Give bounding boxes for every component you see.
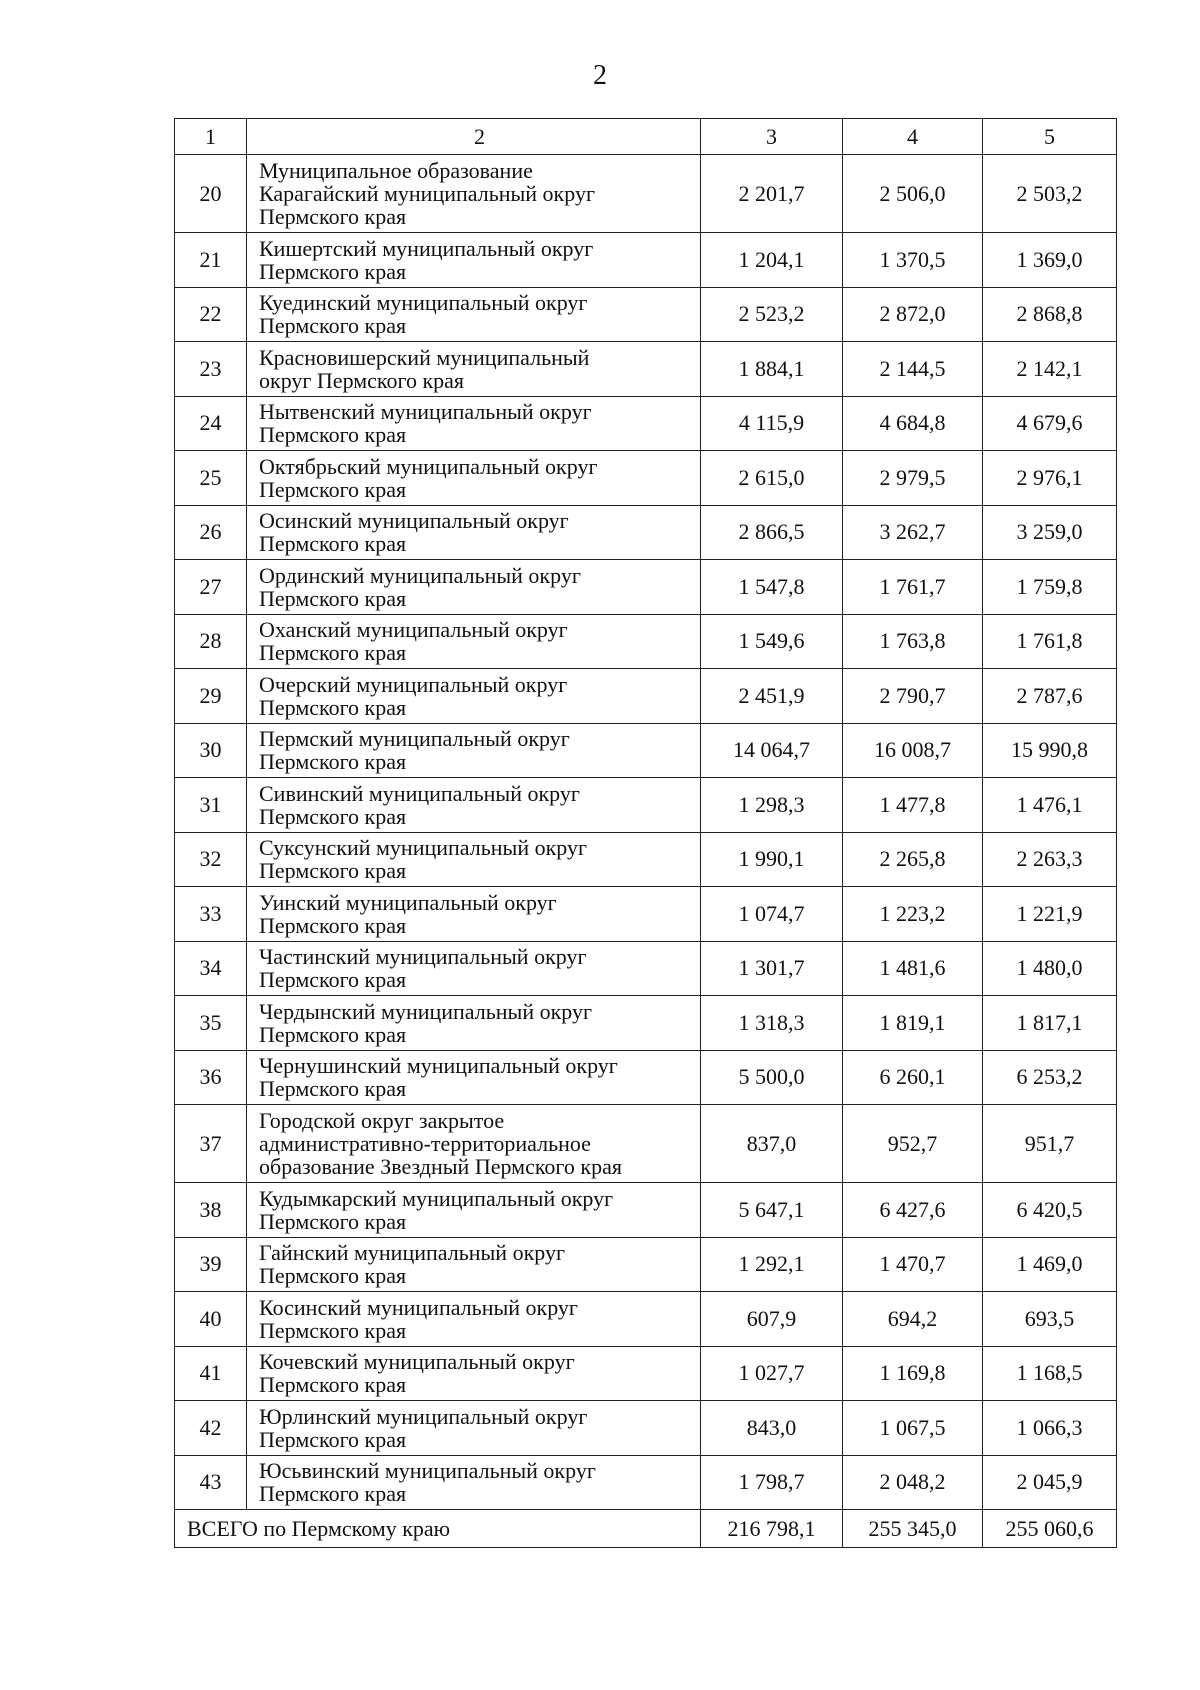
table-row xyxy=(175,1292,1117,1347)
municipality-name-cell xyxy=(247,451,701,506)
value-cell-col3: 2 615,0 xyxy=(701,451,843,506)
table-row xyxy=(175,669,1117,724)
table-row xyxy=(175,1455,1117,1510)
total-label: ВСЕГО по Пермскому краю xyxy=(175,1510,701,1548)
municipality-name-line: Пермского края xyxy=(259,204,407,229)
municipality-name-cell xyxy=(247,396,701,451)
value-cell-col4: 3 262,7 xyxy=(843,505,983,560)
municipality-name-line: округ Пермского края xyxy=(259,367,465,393)
value-cell-col4: 1 761,7 xyxy=(843,560,983,615)
value-cell-col4: 2 872,0 xyxy=(843,287,983,342)
municipality-name-cell xyxy=(247,1401,701,1456)
municipality-name-cell xyxy=(247,614,701,669)
value-cell-col5: 1 480,0 xyxy=(983,941,1117,996)
header-cell-col2: 2 xyxy=(247,119,701,155)
value-cell-col5: 4 679,6 xyxy=(983,396,1117,451)
municipality-name-line: Гайнский муниципальный округ xyxy=(259,1240,565,1266)
municipality-name-cell xyxy=(247,1050,701,1105)
row-number-cell: 21 xyxy=(175,233,247,288)
value-cell-col4: 1 763,8 xyxy=(843,614,983,669)
row-number-cell: 23 xyxy=(175,342,247,397)
table-row xyxy=(175,723,1117,778)
value-cell-col3: 1 549,6 xyxy=(701,614,843,669)
municipality-name-cell xyxy=(247,1346,701,1401)
municipality-name-line: Оханский муниципальный округ xyxy=(259,617,568,643)
table-row xyxy=(175,1401,1117,1456)
header-cell-col5: 5 xyxy=(983,119,1117,155)
row-number-cell: 31 xyxy=(175,778,247,833)
municipality-name-cell xyxy=(247,941,701,996)
municipality-name-line: Пермского края xyxy=(259,640,407,666)
municipality-name-line: Карагайский муниципальный округ xyxy=(259,181,595,206)
value-cell-col5: 1 759,8 xyxy=(983,560,1117,615)
value-cell-col5: 1 066,3 xyxy=(983,1401,1117,1456)
value-cell-col5: 693,5 xyxy=(983,1292,1117,1347)
municipality-name-line: Пермского края xyxy=(259,967,407,993)
municipality-name-cell xyxy=(247,342,701,397)
row-number-cell: 41 xyxy=(175,1346,247,1401)
value-cell-col5: 6 420,5 xyxy=(983,1183,1117,1238)
table-row xyxy=(175,233,1117,288)
municipality-name-line: Уинский муниципальный округ xyxy=(259,889,557,915)
municipality-name-line: Пермского края xyxy=(259,313,407,339)
municipality-name-line: Пермского края xyxy=(259,1372,407,1398)
municipality-name-cell xyxy=(247,155,701,233)
value-cell-col3: 1 884,1 xyxy=(701,342,843,397)
value-cell-col5: 951,7 xyxy=(983,1105,1117,1183)
municipality-name-line: административно-территориальное xyxy=(259,1131,591,1156)
municipality-name-line: Нытвенский муниципальный округ xyxy=(259,399,592,425)
municipality-name-line: Пермского края xyxy=(259,1208,407,1234)
value-cell-col5: 15 990,8 xyxy=(983,723,1117,778)
total-row xyxy=(175,1510,1117,1548)
municipality-name-line: Муниципальное образование xyxy=(259,158,533,183)
data-table xyxy=(174,118,1117,1548)
table-row xyxy=(175,342,1117,397)
municipality-name-cell xyxy=(247,723,701,778)
value-cell-col3: 607,9 xyxy=(701,1292,843,1347)
value-cell-col3: 2 866,5 xyxy=(701,505,843,560)
value-cell-col4: 1 067,5 xyxy=(843,1401,983,1456)
table-row xyxy=(175,778,1117,833)
municipality-name-line: Пермского края xyxy=(259,1076,407,1102)
municipality-name-line: образование Звездный Пермского края xyxy=(259,1154,622,1179)
value-cell-col5: 2 263,3 xyxy=(983,832,1117,887)
municipality-name-cell xyxy=(247,1455,701,1510)
table-body xyxy=(175,119,1117,1548)
table-row xyxy=(175,1105,1117,1183)
table-row xyxy=(175,1346,1117,1401)
municipality-name-cell xyxy=(247,1237,701,1292)
municipality-name-line: Сивинский муниципальный округ xyxy=(259,780,580,806)
value-cell-col5: 2 868,8 xyxy=(983,287,1117,342)
municipality-name-line: Пермского края xyxy=(259,258,407,284)
value-cell-col4: 2 048,2 xyxy=(843,1455,983,1510)
row-number-cell: 22 xyxy=(175,287,247,342)
value-cell-col5: 1 761,8 xyxy=(983,614,1117,669)
row-number-cell: 28 xyxy=(175,614,247,669)
table-row xyxy=(175,887,1117,942)
municipality-name-line: Пермского края xyxy=(259,858,407,884)
total-value-c5: 255 060,6 xyxy=(983,1510,1117,1548)
municipality-name-cell xyxy=(247,887,701,942)
table-row xyxy=(175,941,1117,996)
table-row xyxy=(175,287,1117,342)
value-cell-col3: 1 074,7 xyxy=(701,887,843,942)
municipality-name-line: Пермского края xyxy=(259,912,407,938)
table-row xyxy=(175,614,1117,669)
row-number-cell: 26 xyxy=(175,505,247,560)
value-cell-col4: 6 427,6 xyxy=(843,1183,983,1238)
value-cell-col3: 2 451,9 xyxy=(701,669,843,724)
header-cell-col4: 4 xyxy=(843,119,983,155)
value-cell-col3: 843,0 xyxy=(701,1401,843,1456)
value-cell-col4: 1 169,8 xyxy=(843,1346,983,1401)
row-number-cell: 30 xyxy=(175,723,247,778)
page-number: 2 xyxy=(593,60,607,91)
value-cell-col3: 1 204,1 xyxy=(701,233,843,288)
value-cell-col3: 837,0 xyxy=(701,1105,843,1183)
table-row xyxy=(175,832,1117,887)
total-value-c4: 255 345,0 xyxy=(843,1510,983,1548)
municipality-name-cell xyxy=(247,1183,701,1238)
value-cell-col4: 1 819,1 xyxy=(843,996,983,1051)
value-cell-col5: 1 476,1 xyxy=(983,778,1117,833)
municipality-name-line: Пермского края xyxy=(259,531,407,557)
value-cell-col3: 2 523,2 xyxy=(701,287,843,342)
municipality-name-line: Пермского края xyxy=(259,749,407,775)
municipality-name-line: Кочевский муниципальный округ xyxy=(259,1349,575,1375)
value-cell-col3: 4 115,9 xyxy=(701,396,843,451)
municipality-name-line: Пермского края xyxy=(259,1263,407,1289)
header-cell-col3: 3 xyxy=(701,119,843,155)
value-cell-col3: 5 647,1 xyxy=(701,1183,843,1238)
municipality-name-line: Городской округ закрытое xyxy=(259,1108,505,1133)
value-cell-col4: 952,7 xyxy=(843,1105,983,1183)
value-cell-col4: 2 506,0 xyxy=(843,155,983,233)
value-cell-col5: 1 168,5 xyxy=(983,1346,1117,1401)
municipality-name-line: Красновишерский муниципальный xyxy=(259,344,590,370)
value-cell-col4: 694,2 xyxy=(843,1292,983,1347)
municipality-name-line: Частинский муниципальный округ xyxy=(259,944,587,970)
value-cell-col3: 1 027,7 xyxy=(701,1346,843,1401)
municipality-name-line: Кудымкарский муниципальный округ xyxy=(259,1185,614,1211)
value-cell-col4: 2 790,7 xyxy=(843,669,983,724)
municipality-name-line: Чернушинский муниципальный округ xyxy=(259,1053,618,1079)
value-cell-col5: 3 259,0 xyxy=(983,505,1117,560)
value-cell-col3: 1 990,1 xyxy=(701,832,843,887)
municipality-name-cell xyxy=(247,1105,701,1183)
row-number-cell: 38 xyxy=(175,1183,247,1238)
value-cell-col4: 1 470,7 xyxy=(843,1237,983,1292)
row-number-cell: 25 xyxy=(175,451,247,506)
municipality-name-line: Пермского края xyxy=(259,422,407,448)
value-cell-col5: 1 817,1 xyxy=(983,996,1117,1051)
value-cell-col4: 2 144,5 xyxy=(843,342,983,397)
table-row xyxy=(175,505,1117,560)
row-number-cell: 43 xyxy=(175,1455,247,1510)
municipality-name-line: Юрлинский муниципальный округ xyxy=(259,1403,588,1429)
value-cell-col4: 16 008,7 xyxy=(843,723,983,778)
municipality-name-line: Косинский муниципальный округ xyxy=(259,1294,578,1320)
value-cell-col3: 1 298,3 xyxy=(701,778,843,833)
value-cell-col3: 1 301,7 xyxy=(701,941,843,996)
municipality-name-line: Пермского края xyxy=(259,1426,407,1452)
row-number-cell: 37 xyxy=(175,1105,247,1183)
value-cell-col3: 1 318,3 xyxy=(701,996,843,1051)
table-row xyxy=(175,396,1117,451)
municipality-name-line: Осинский муниципальный округ xyxy=(259,508,569,534)
value-cell-col4: 4 684,8 xyxy=(843,396,983,451)
value-cell-col3: 1 292,1 xyxy=(701,1237,843,1292)
municipality-name-line: Очерский муниципальный округ xyxy=(259,671,568,697)
table-row xyxy=(175,155,1117,233)
municipality-name-line: Суксунский муниципальный округ xyxy=(259,835,588,861)
row-number-cell: 29 xyxy=(175,669,247,724)
table-row xyxy=(175,1050,1117,1105)
value-cell-col5: 2 045,9 xyxy=(983,1455,1117,1510)
municipality-name-line: Пермского края xyxy=(259,476,407,502)
value-cell-col5: 6 253,2 xyxy=(983,1050,1117,1105)
value-cell-col5: 2 142,1 xyxy=(983,342,1117,397)
value-cell-col4: 1 477,8 xyxy=(843,778,983,833)
row-number-cell: 27 xyxy=(175,560,247,615)
value-cell-col5: 1 221,9 xyxy=(983,887,1117,942)
value-cell-col3: 5 500,0 xyxy=(701,1050,843,1105)
municipality-name-cell xyxy=(247,505,701,560)
value-cell-col3: 2 201,7 xyxy=(701,155,843,233)
municipality-name-cell xyxy=(247,287,701,342)
municipality-name-cell xyxy=(247,1292,701,1347)
row-number-cell: 42 xyxy=(175,1401,247,1456)
value-cell-col5: 2 976,1 xyxy=(983,451,1117,506)
municipality-name-line: Куединский муниципальный округ xyxy=(259,290,588,316)
municipality-name-line: Пермского края xyxy=(259,1481,407,1507)
header-cell-col1: 1 xyxy=(175,119,247,155)
value-cell-col3: 1 798,7 xyxy=(701,1455,843,1510)
municipality-name-line: Чердынский муниципальный округ xyxy=(259,998,593,1024)
value-cell-col3: 14 064,7 xyxy=(701,723,843,778)
municipality-name-line: Ординский муниципальный округ xyxy=(259,562,581,588)
row-number-cell: 33 xyxy=(175,887,247,942)
table-row xyxy=(175,1183,1117,1238)
municipality-name-line: Юсьвинский муниципальный округ xyxy=(259,1458,596,1484)
value-cell-col4: 6 260,1 xyxy=(843,1050,983,1105)
municipality-name-line: Пермского края xyxy=(259,694,407,720)
municipality-name-cell xyxy=(247,996,701,1051)
value-cell-col4: 2 265,8 xyxy=(843,832,983,887)
value-cell-col5: 2 503,2 xyxy=(983,155,1117,233)
row-number-cell: 35 xyxy=(175,996,247,1051)
value-cell-col4: 1 223,2 xyxy=(843,887,983,942)
table-row xyxy=(175,1237,1117,1292)
value-cell-col3: 1 547,8 xyxy=(701,560,843,615)
value-cell-col5: 2 787,6 xyxy=(983,669,1117,724)
municipality-name-cell xyxy=(247,832,701,887)
row-number-cell: 40 xyxy=(175,1292,247,1347)
municipality-name-line: Пермского края xyxy=(259,1021,407,1047)
row-number-cell: 32 xyxy=(175,832,247,887)
municipality-name-line: Пермского края xyxy=(259,585,407,611)
table-row xyxy=(175,451,1117,506)
municipality-name-cell xyxy=(247,778,701,833)
municipality-name-line: Пермский муниципальный округ xyxy=(259,726,570,752)
municipality-name-line: Кишертский муниципальный округ xyxy=(259,235,594,261)
row-number-cell: 20 xyxy=(175,155,247,233)
row-number-cell: 39 xyxy=(175,1237,247,1292)
row-number-cell: 34 xyxy=(175,941,247,996)
municipality-name-cell xyxy=(247,669,701,724)
value-cell-col5: 1 469,0 xyxy=(983,1237,1117,1292)
municipality-name-line: Пермского края xyxy=(259,803,407,829)
row-number-cell: 36 xyxy=(175,1050,247,1105)
value-cell-col5: 1 369,0 xyxy=(983,233,1117,288)
municipality-name-cell xyxy=(247,560,701,615)
row-number-cell: 24 xyxy=(175,396,247,451)
municipality-name-cell xyxy=(247,233,701,288)
municipality-name-line: Пермского края xyxy=(259,1317,407,1343)
value-cell-col4: 1 481,6 xyxy=(843,941,983,996)
table-row xyxy=(175,996,1117,1051)
value-cell-col4: 2 979,5 xyxy=(843,451,983,506)
table-header-row xyxy=(175,119,1117,155)
value-cell-col4: 1 370,5 xyxy=(843,233,983,288)
total-value-c3: 216 798,1 xyxy=(701,1510,843,1548)
table-row xyxy=(175,560,1117,615)
municipality-name-line: Октябрьский муниципальный округ xyxy=(259,453,598,479)
